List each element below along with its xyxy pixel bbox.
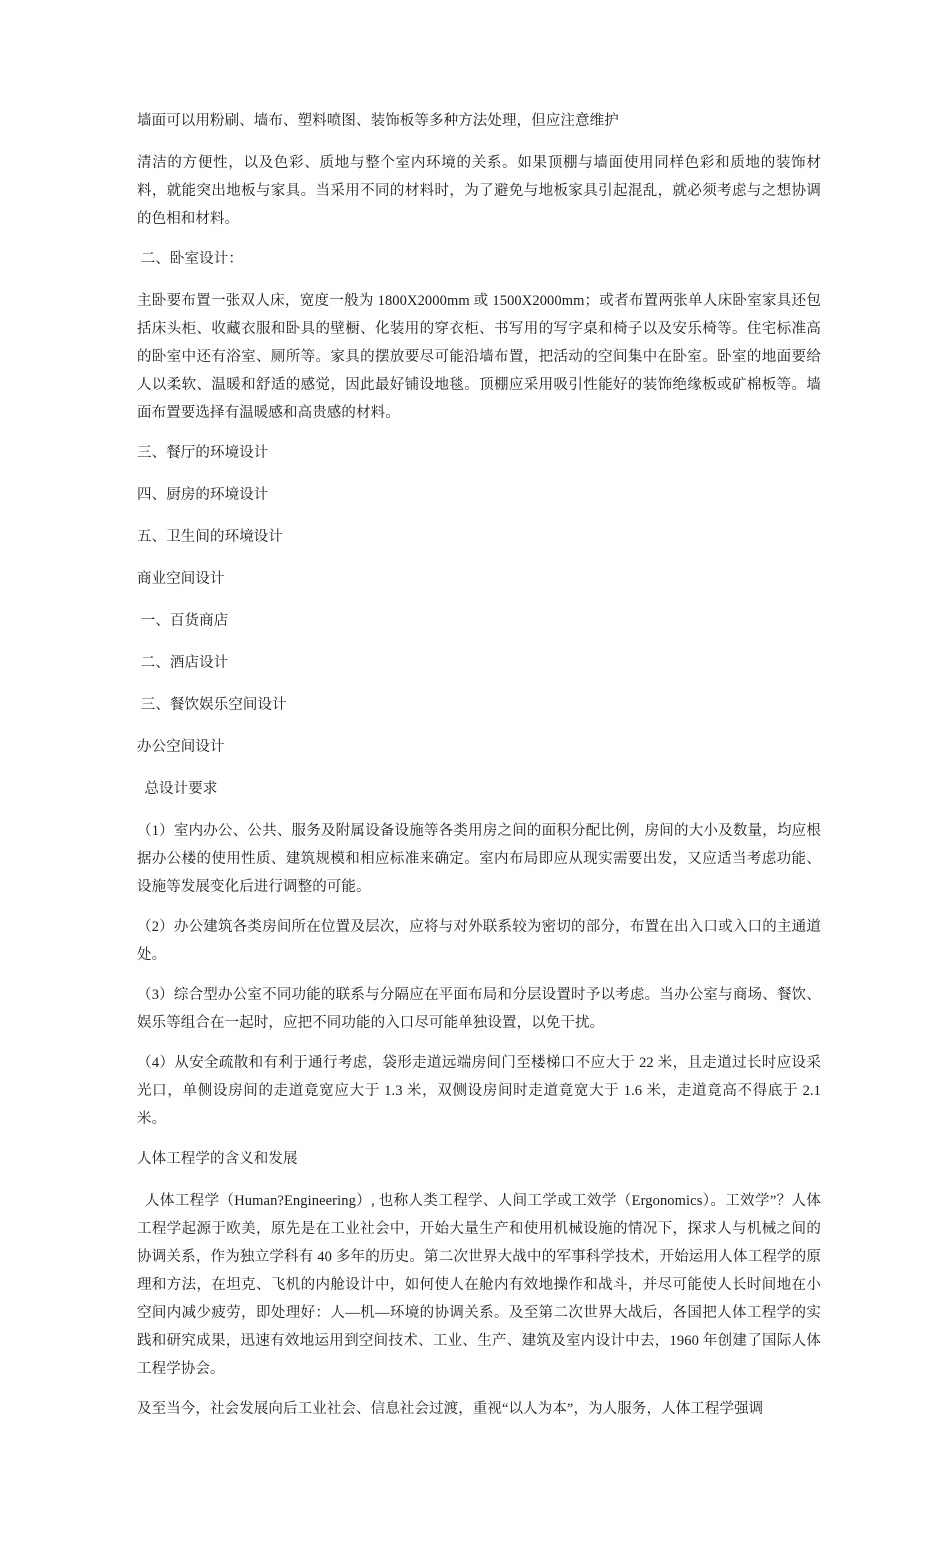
heading-hotel-design: 二、酒店设计 [137,655,229,671]
paragraph-requirement-4: （4）从安全疏散和有利于通行考虑，袋形走道远端房间门至楼梯口不应大于 22 米，且走道过长时应设采光口，单侧设房间的走道竟宽应大于 1.3 米，双侧设房间时走道竟宽大于 1.6 米，走道竟高不得底于 2.1 米。 [137,1055,821,1127]
heading-office-space: 办公空间设计 [137,739,225,755]
heading-bathroom: 五、卫生间的环境设计 [137,529,283,545]
paragraph-requirement-2: （2）办公建筑各类房间所在位置及层次，应将与对外联系较为密切的部分，布置在出入口或入口的主通道处。 [137,919,821,963]
paragraph-requirement-1: （1）室内办公、公共、服务及附属设备设施等各类用房之间的面积分配比例，房间的大小及数量，均应根据办公楼的使用性质、建筑规模和相应标准来确定。室内布局即应从现实需要出发，又应适当考虑功能、设施等发展变化后进行调整的可能。 [137,823,821,895]
paragraph-bedroom: 主卧要布置一张双人床，宽度一般为 1800X2000mm 或 1500X2000mm；或者布置两张单人床卧室家具还包括床头柜、收藏衣服和卧具的壁橱、化装用的穿衣柜、书写用的写字桌和椅子以及安乐椅等。住宅标准高的卧室中还有浴室、厕所等。家具的摆放要尽可能沿墙布置，把活动的空间集中在卧室。卧室的地面要给人以柔软、温暖和舒适的感觉，因此最好铺设地毯。顶棚应采用吸引性能好的装饰绝缘板或矿棉板等。墙面布置要选择有温暖感和高贵感的材料。 [137,293,821,421]
paragraph-wall-cleaning: 清洁的方便性，以及色彩、质地与整个室内环境的关系。如果顶棚与墙面使用同样色彩和质地的装饰材料，就能突出地板与家具。当采用不同的材料时，为了避免与地板家具引起混乱，就必须考虑与之想协调的色相和材料。 [137,155,821,227]
paragraph-wall-treatment: 墙面可以用粉刷、墙布、塑料喷图、装饰板等多种方法处理，但应注意维护 [137,113,619,129]
paragraph-ergonomics-history: 人体工程学（Human?Engineering）, 也称人类工程学、人间工学或工效学（Ergonomics）。工效学”？人体工程学起源于欧美，原先是在工业社会中，开始大量生产和使用机械设施的情况下，探求人与机械之间的协调关系，作为独立学科有 40 多年的历史。第二次世界大战中的军事科学技术，开始运用人体工程学的原理和方法，在坦克、飞机的内舱设计中，如何使人在舱内有效地操作和战斗，并尽可能使人长时间地在小空间内减少疲劳，即处理好：人—机—环境的协调关系。及至第二次世界大战后，各国把人体工程学的实践和研究成果，迅速有效地运用到空间技术、工业、生产、建筑及室内设计中去，1960 年创建了国际人体工程学协会。 [137,1193,821,1377]
heading-kitchen: 四、厨房的环境设计 [137,487,269,503]
heading-general-requirements: 总设计要求 [137,781,218,797]
heading-dining-entertainment: 三、餐饮娱乐空间设计 [137,697,287,713]
heading-bedroom-design: 二、卧室设计： [137,251,243,267]
heading-ergonomics: 人体工程学的含义和发展 [137,1151,298,1167]
paragraph-ergonomics-today: 及至当今，社会发展向后工业社会、信息社会过渡，重视“以人为本”，为人服务，人体工程学强调 [137,1401,764,1417]
heading-dining-room: 三、餐厅的环境设计 [137,445,269,461]
document-page [137,107,821,1435]
paragraph-requirement-3: （3）综合型办公室不同功能的联系与分隔应在平面布局和分层设置时予以考虑。当办公室与商场、餐饮、娱乐等组合在一起时，应把不同功能的入口尽可能单独设置，以免干扰。 [137,987,821,1031]
heading-department-store: 一、百货商店 [137,613,229,629]
heading-commercial-space: 商业空间设计 [137,571,225,587]
